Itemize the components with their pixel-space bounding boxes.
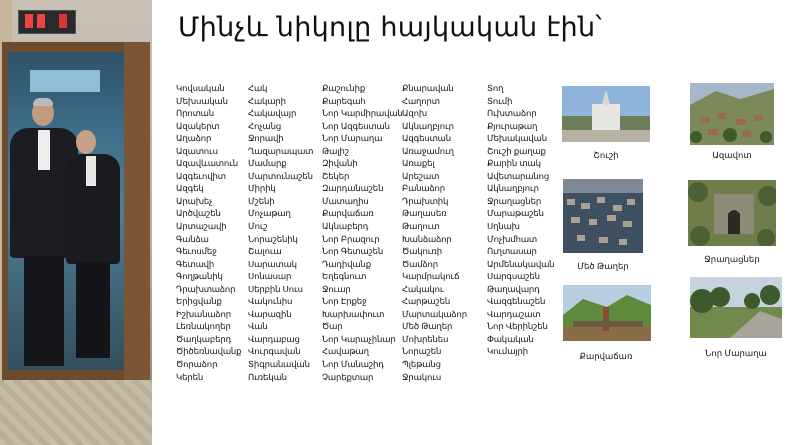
village-name: Ազատուս <box>176 145 218 156</box>
village-name: Ծիծեռնավանք <box>176 346 242 357</box>
village-name: Սերբին Սուս <box>248 283 303 294</box>
village-name: Լեռնակողեր <box>176 321 231 332</box>
village-name: Վարդաբաց <box>248 333 300 344</box>
village-name: Ազակերտ <box>176 120 220 131</box>
village-name: Ծամձոր <box>402 258 439 269</box>
village-name: Ծաղկաբերդ <box>176 333 232 344</box>
village-name: Նոր Բրազուր <box>322 233 380 244</box>
village-name: Քարեգահ <box>322 95 366 106</box>
village-name: Արտաշավի <box>176 221 227 232</box>
village-name: Գանձա <box>176 233 209 244</box>
village-name: Ազգեստան <box>402 133 452 144</box>
village-name: Մեխսական <box>176 95 228 106</box>
village-name: Շալուա <box>248 246 282 257</box>
village-name: Մոխրենես <box>402 333 449 344</box>
village-name: Երիցվանք <box>176 296 222 307</box>
azokh-caption: Ազավոտ <box>712 150 752 160</box>
village-name: Բանաձոր <box>402 183 446 194</box>
village-name: Հակակու <box>402 283 444 294</box>
village-name: Քնարավան <box>402 83 454 93</box>
village-name: Հակավայր <box>248 108 297 119</box>
village-name: Առաքել <box>402 158 435 169</box>
village-list-2 <box>248 82 313 383</box>
village-name: Մարտակաձոր <box>402 308 467 319</box>
village-name: Եղեգնուտ <box>322 271 367 282</box>
village-name: Որոտան <box>176 108 215 119</box>
village-name: Փակական <box>487 333 534 344</box>
village-name: Ազավևատուն <box>176 158 238 169</box>
village-name: Արմենակավան <box>487 258 555 269</box>
karvachar-photo <box>563 285 651 341</box>
village-name: Նոր Մանաշիդ <box>322 359 384 370</box>
village-name: Ազոխ <box>402 108 428 119</box>
village-name: Առաջամուղ <box>402 145 454 156</box>
village-name: Պլեթանց <box>402 359 441 370</box>
village-name: Հակ <box>248 83 268 93</box>
village-name: Ակնաղբյուր <box>402 120 454 131</box>
village-name: Վուրգավան <box>248 346 301 357</box>
village-name: Տիգրանավան <box>248 359 310 370</box>
village-name: Ազգեւովիտ <box>176 170 226 181</box>
village-name: Ջրաղացներ <box>487 195 542 206</box>
village-name: Ուխտաձոր <box>487 108 537 119</box>
village-name: Ջուար <box>322 283 351 294</box>
village-name: Թաղասեռ <box>402 208 447 219</box>
village-name: Ազգեկ <box>176 183 204 194</box>
karvachar-caption: Քարվաճառ <box>579 351 633 361</box>
village-name: Շուշի քաղաք <box>487 145 546 156</box>
village-name: Կումայրի <box>487 346 529 357</box>
village-name: Դրախտիկ <box>402 195 449 206</box>
village-name: Հակարի <box>248 95 286 106</box>
village-list-3 <box>322 82 403 383</box>
elevator-side-panel <box>124 42 150 382</box>
jraghatsner-photo <box>688 180 776 246</box>
village-name: Սոնասար <box>248 271 292 282</box>
village-name: Նոր Կարմիրավան <box>322 108 403 119</box>
village-name: Աղաձոր <box>176 133 212 144</box>
village-name: Սարատակ <box>248 258 297 269</box>
village-name: Գեւոսմեջ <box>176 246 217 257</box>
village-name: Արեշատ <box>402 170 440 181</box>
village-name: Ավետարանոց <box>487 170 550 181</box>
shushi-caption: Շուշի <box>593 150 619 160</box>
village-name: Ծորաձոր <box>176 359 218 370</box>
village-name: Հավաթաղ <box>322 346 369 357</box>
photo-floor <box>0 380 152 445</box>
village-name: Շեկեր <box>322 170 350 181</box>
village-name: Քյուրաթաղ <box>487 120 538 131</box>
village-name: Գողթանիկ <box>176 271 223 282</box>
village-name: Դրախտաձոր <box>176 283 236 294</box>
village-name: Տումի <box>487 95 513 106</box>
nor-maragha-photo <box>690 277 782 338</box>
village-name: Վան <box>248 321 268 332</box>
village-list-4 <box>402 82 467 383</box>
village-name: Չարեքտար <box>322 371 374 382</box>
village-name: Մեծ Թաղեր <box>402 321 453 332</box>
village-name: Վակունիս <box>248 296 293 307</box>
village-name: Մոչաթաղ <box>248 208 291 219</box>
village-name: Քարին տակ <box>487 158 541 169</box>
village-name: Նոր Գետաշեն <box>322 246 384 257</box>
village-name: Նոր Կարաչինար <box>322 333 396 344</box>
village-list-5 <box>487 82 554 358</box>
elevator-floor-indicator <box>18 10 76 34</box>
village-name: Արախեչ <box>176 195 213 206</box>
village-name: Նորաշեն <box>402 346 442 357</box>
village-name: Ղազարապատ <box>248 145 314 156</box>
village-name: Թալիշ <box>322 145 349 156</box>
azokh-photo <box>690 83 774 145</box>
village-name: Տող <box>487 83 504 93</box>
jraghatsner-caption: Ջրաղացներ <box>704 254 760 264</box>
village-name: Զարդանաշեն <box>322 183 384 194</box>
village-name: Ծար <box>322 321 343 332</box>
village-name: Քարվաճառ <box>322 208 374 219</box>
village-name: Հոչանց <box>248 120 282 131</box>
village-name: Զիվանի <box>322 158 358 169</box>
page-title: Մինչև նիկոլը հայկական էին՝ <box>178 12 603 43</box>
mets-tagher-photo <box>563 179 643 253</box>
village-name: Վարազին <box>248 308 292 319</box>
village-name: Ուռեկան <box>248 371 287 382</box>
village-name: Դադիվանք <box>322 258 371 269</box>
village-name: Ջրակուս <box>402 371 442 382</box>
village-name: Մշենի <box>248 195 275 206</box>
village-name: Վազգենաշեն <box>487 296 546 307</box>
village-name: Կարմրակուճ <box>402 271 460 282</box>
village-name: Միրիկ <box>248 183 276 194</box>
village-name: Գետավի <box>176 258 215 269</box>
village-name: Նոր Մարաղա <box>322 133 383 144</box>
village-name: Նոր Էրքեջ <box>322 296 367 307</box>
village-name: Մամարք <box>248 158 287 169</box>
village-name: Արծվաշեն <box>176 208 221 219</box>
village-name: Ուղտասար <box>487 246 537 257</box>
nor-maragha-caption: Նոր Մարաղա <box>705 348 767 358</box>
village-name: Ակնաբերդ <box>322 221 369 232</box>
village-name: Սղնախ <box>487 221 520 232</box>
shushi-photo <box>562 86 650 142</box>
village-name: Ակնաղբյուր <box>487 183 539 194</box>
village-name: Մուշ <box>248 221 268 232</box>
village-name: Վարդաշատ <box>487 308 541 319</box>
village-name: Ծակուռի <box>402 246 443 257</box>
village-name: Նոր Ազգեստան <box>322 120 390 131</box>
elevator-light <box>30 70 100 92</box>
village-name: Սարգսաշեն <box>487 271 540 282</box>
village-name: Հարթաշեն <box>402 296 451 307</box>
village-name: Թաղավարդ <box>487 283 540 294</box>
mets-tagher-caption: Մեծ Թաղեր <box>577 261 629 271</box>
village-name: Մարաթաշեն <box>487 208 544 219</box>
village-name: Մեխակավան <box>487 133 547 144</box>
village-name: Կովսական <box>176 83 225 93</box>
village-name: Կերեն <box>176 371 204 382</box>
village-name: Նոր Վերինշեն <box>487 321 548 332</box>
village-name: Հաղորտ <box>402 95 440 106</box>
village-name: Մատաղիս <box>322 195 369 206</box>
village-name: Նորաշենիկ <box>248 233 298 244</box>
village-name: Խարխափուտ <box>322 308 385 319</box>
village-name: Իշխանաձոր <box>176 308 231 319</box>
village-list-1 <box>176 82 241 383</box>
village-name: Խանձաձոր <box>402 233 452 244</box>
elevator-photo <box>0 0 152 445</box>
village-name: Մոչխմհատ <box>487 233 537 244</box>
village-name: Ջորավի <box>248 133 284 144</box>
village-name: Քաշունիք <box>322 83 366 93</box>
village-name: Մարտունաշեն <box>248 170 313 181</box>
village-name: Թաղուտ <box>402 221 440 232</box>
